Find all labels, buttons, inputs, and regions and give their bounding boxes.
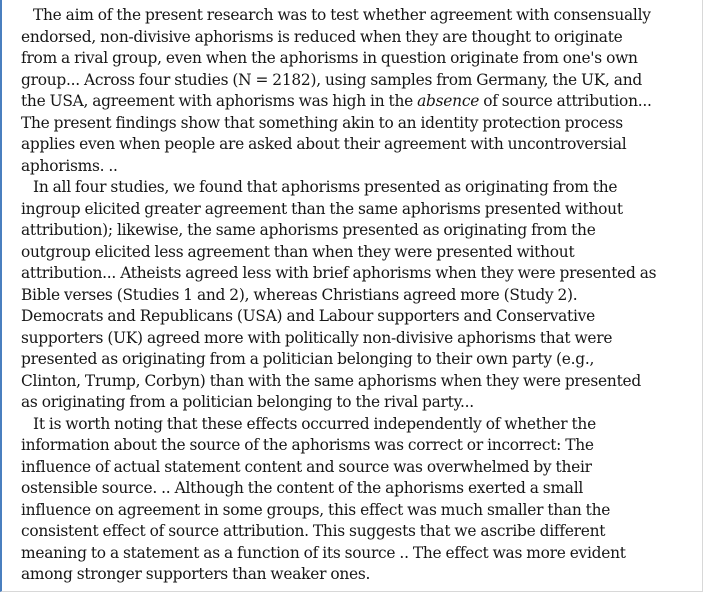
emphasized-word: absence bbox=[417, 92, 480, 110]
paragraph-2 bbox=[9, 177, 701, 414]
text-line: Clinton, Trump, Corbyn) than with the same aphorisms when they were presented bbox=[21, 371, 641, 390]
text-line bbox=[9, 91, 701, 113]
text-segment: of source attribution... bbox=[479, 92, 652, 110]
text-line: It is worth noting that these effects occurred independently of whether the bbox=[33, 414, 596, 433]
text-line: supporters (UK) agreed more with politically non-divisive aphorisms that were bbox=[21, 328, 613, 347]
text-line: outgroup elicited less agreement than when they were presented without bbox=[21, 242, 575, 261]
text-line: among stronger supporters than weaker ones. bbox=[21, 565, 371, 583]
paragraph-3 bbox=[9, 414, 701, 586]
text-line: ingroup elicited greater agreement than the same aphorisms presented without bbox=[21, 199, 623, 218]
text-line: consistent effect of source attribution. This suggests that we ascribe different bbox=[21, 522, 606, 540]
quoted-text-block bbox=[9, 5, 701, 586]
text-line: attribution); likewise, the same aphorisms presented as originating from the bbox=[21, 221, 596, 239]
text-line: attribution... Atheists agreed less with brief aphorisms when they were presented as bbox=[21, 264, 657, 282]
text-line: influence of actual statement content and source was overwhelmed by their bbox=[21, 457, 592, 476]
text-line: ostensible source. .. Although the content of the aphorisms exerted a small bbox=[21, 479, 584, 497]
text-line: In all four studies, we found that aphorisms presented as originating from the bbox=[33, 178, 618, 196]
text-line: meaning to a statement as a function of its source .. The effect was more evident bbox=[21, 543, 626, 562]
text-line: endorsed, non-divisive aphorisms is reduced when they are thought to originate bbox=[21, 27, 623, 46]
text-line: from a rival group, even when the aphorisms in question originate from one's own bbox=[21, 49, 638, 67]
text-line: information about the source of the aphorisms was correct or incorrect: The bbox=[21, 436, 594, 454]
text-line: group... Across four studies (N = 2182), using samples from Germany, the UK, and bbox=[21, 70, 642, 89]
text-line: aphorisms. .. bbox=[21, 156, 118, 175]
text-line: Democrats and Republicans (USA) and Labour supporters and Conservative bbox=[21, 307, 595, 325]
text-line: The aim of the present research was to test whether agreement with consensually bbox=[33, 6, 651, 24]
text-segment: the USA, agreement with aphorisms was high in the bbox=[21, 92, 418, 110]
text-line: Bible verses (Studies 1 and 2), whereas Christians agreed more (Study 2). bbox=[21, 285, 578, 304]
text-line: applies even when people are asked about their agreement with uncontroversial bbox=[21, 135, 627, 153]
paragraph-1 bbox=[9, 5, 701, 177]
text-line: The present findings show that something akin to an identity protection process bbox=[21, 113, 623, 132]
text-line: presented as originating from a politician belonging to their own party (e.g., bbox=[21, 350, 595, 368]
text-line: as originating from a politician belonging to the rival party... bbox=[21, 393, 474, 411]
text-line: influence on agreement in some groups, this effect was much smaller than the bbox=[21, 500, 611, 519]
